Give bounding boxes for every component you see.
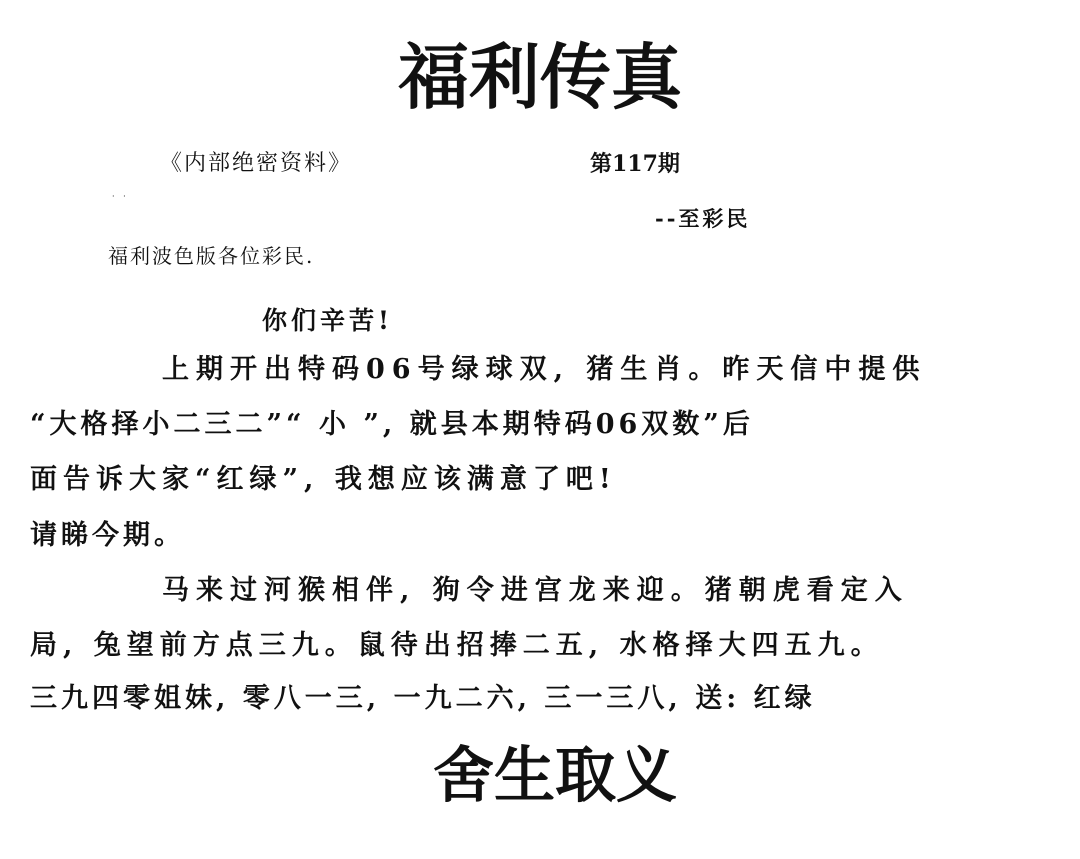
closing-motto: 舍生取义 bbox=[432, 740, 677, 811]
body-line: 面告诉大家“红绿”, 我想应该满意了吧! bbox=[30, 464, 617, 495]
body-line: 上期开出特码06号绿球双, 猪生肖。昨天信中提供 bbox=[162, 354, 927, 385]
body-line: 马来过河猴相伴, 狗令进宫龙来迎。猪朝虎看定入 bbox=[162, 575, 909, 606]
body-line: 局, 兔望前方点三九。鼠待出招捧二五, 水格择大四五九。 bbox=[30, 630, 884, 661]
document-title: 福利传真 bbox=[397, 35, 682, 119]
signature-line: --至彩民 bbox=[655, 206, 751, 231]
document-subtitle: 《内部绝密资料》 bbox=[160, 151, 353, 176]
issue-number: 第117期 bbox=[590, 151, 680, 177]
letter-thanks: 你们辛苦! bbox=[262, 306, 393, 335]
body-line: 请睇今期。 bbox=[30, 520, 185, 551]
body-line: 三九四零姐妹, 零八一三, 一九二六, 三一三八, 送: 红绿 bbox=[30, 683, 816, 714]
letter-greeting: 福利波色版各位彩民. bbox=[108, 244, 315, 268]
body-line: “大格择小二三二”“ 小 ”, 就县本期特码06双数”后 bbox=[30, 409, 754, 440]
scan-specks: · · bbox=[112, 192, 129, 201]
